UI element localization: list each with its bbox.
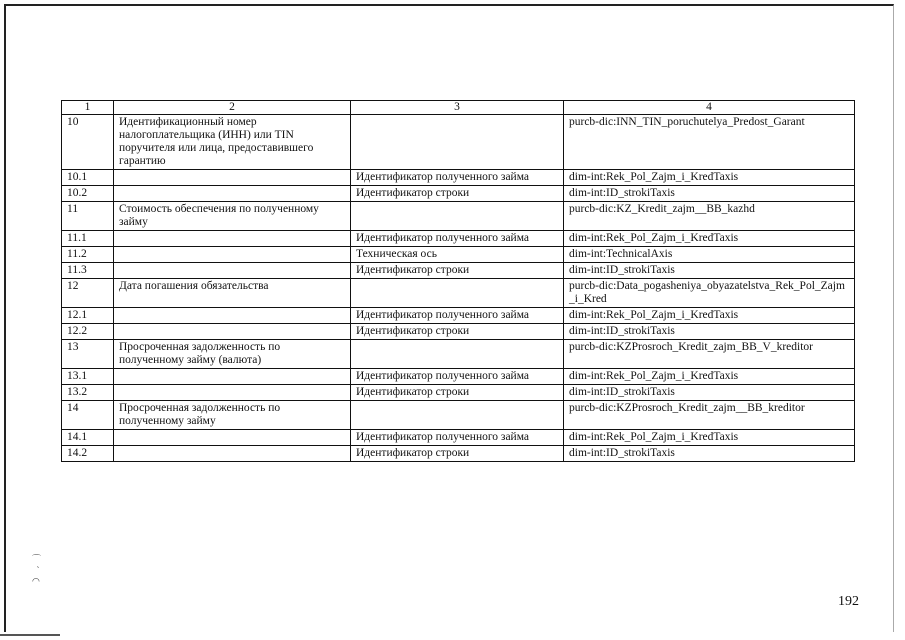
axis-cell: Идентификатор полученного займа xyxy=(351,430,564,446)
code-cell: dim-int:ID_strokiTaxis xyxy=(564,263,855,279)
table-row xyxy=(62,430,855,446)
axis-cell: Идентификатор полученного займа xyxy=(351,308,564,324)
axis-cell: Идентификатор строки xyxy=(351,186,564,202)
scan-artifacts: ⌒ ˋ ◠ xyxy=(32,554,42,586)
code-cell: dim-int:Rek_Pol_Zajm_i_KredTaxis xyxy=(564,430,855,446)
row-number-cell: 14.2 xyxy=(62,446,114,462)
row-number-cell: 12.1 xyxy=(62,308,114,324)
row-number-cell: 11 xyxy=(62,202,114,231)
axis-cell xyxy=(351,279,564,308)
table-row xyxy=(62,401,855,430)
table-row xyxy=(62,231,855,247)
axis-cell: Идентификатор строки xyxy=(351,324,564,340)
axis-cell: Идентификатор полученного займа xyxy=(351,369,564,385)
row-number-cell: 11.2 xyxy=(62,247,114,263)
axis-cell xyxy=(351,202,564,231)
indicator-name-cell xyxy=(114,308,351,324)
row-number-cell: 14 xyxy=(62,401,114,430)
indicator-name-cell xyxy=(114,385,351,401)
axis-cell: Идентификатор полученного займа xyxy=(351,231,564,247)
axis-cell: Идентификатор строки xyxy=(351,446,564,462)
table-row xyxy=(62,324,855,340)
row-number-cell: 10.2 xyxy=(62,186,114,202)
scan-edge-line xyxy=(0,634,60,636)
indicator-name-cell: Просроченная задолженность по полученному займу (валюта) xyxy=(114,340,351,369)
code-cell: dim-int:ID_strokiTaxis xyxy=(564,446,855,462)
code-cell: dim-int:TechnicalAxis xyxy=(564,247,855,263)
code-cell: purcb-dic:KZProsroch_Kredit_zajm_BB_V_kreditor xyxy=(564,340,855,369)
table-row xyxy=(62,308,855,324)
header-cell: 2 xyxy=(114,101,351,115)
table-row xyxy=(62,279,855,308)
register-table xyxy=(61,100,855,462)
table-row xyxy=(62,263,855,279)
indicator-name-cell: Идентификационный номер налогоплательщика (ИНН) или TIN поручителя или лица, предоставившего гарантию xyxy=(114,115,351,170)
indicator-name-cell: Просроченная задолженность по полученному займу xyxy=(114,401,351,430)
table-row xyxy=(62,385,855,401)
table-row xyxy=(62,369,855,385)
header-cell: 3 xyxy=(351,101,564,115)
table-row xyxy=(62,186,855,202)
code-cell: dim-int:ID_strokiTaxis xyxy=(564,186,855,202)
indicator-name-cell: Дата погашения обязательства xyxy=(114,279,351,308)
header-cell: 1 xyxy=(62,101,114,115)
code-cell: dim-int:ID_strokiTaxis xyxy=(564,385,855,401)
code-cell: purcb-dic:INN_TIN_poruchutelya_Predost_Garant xyxy=(564,115,855,170)
header-cell: 4 xyxy=(564,101,855,115)
indicator-name-cell xyxy=(114,263,351,279)
axis-cell: Идентификатор строки xyxy=(351,385,564,401)
row-number-cell: 10 xyxy=(62,115,114,170)
indicator-name-cell xyxy=(114,186,351,202)
table-header-row xyxy=(62,101,855,115)
code-cell: dim-int:Rek_Pol_Zajm_i_KredTaxis xyxy=(564,170,855,186)
axis-cell xyxy=(351,340,564,369)
indicator-name-cell xyxy=(114,446,351,462)
code-cell: purcb-dic:KZ_Kredit_zajm__BB_kazhd xyxy=(564,202,855,231)
indicator-name-cell xyxy=(114,324,351,340)
row-number-cell: 14.1 xyxy=(62,430,114,446)
code-cell: dim-int:ID_strokiTaxis xyxy=(564,324,855,340)
table-row xyxy=(62,202,855,231)
indicator-name-cell xyxy=(114,430,351,446)
row-number-cell: 12 xyxy=(62,279,114,308)
code-cell: dim-int:Rek_Pol_Zajm_i_KredTaxis xyxy=(564,308,855,324)
row-number-cell: 11.1 xyxy=(62,231,114,247)
row-number-cell: 13.2 xyxy=(62,385,114,401)
table-row xyxy=(62,170,855,186)
table-row xyxy=(62,115,855,170)
axis-cell xyxy=(351,115,564,170)
row-number-cell: 11.3 xyxy=(62,263,114,279)
row-number-cell: 13 xyxy=(62,340,114,369)
indicator-name-cell xyxy=(114,247,351,263)
indicator-name-cell xyxy=(114,170,351,186)
indicator-name-cell xyxy=(114,231,351,247)
table-row xyxy=(62,446,855,462)
axis-cell: Техническая ось xyxy=(351,247,564,263)
page-number: 192 xyxy=(838,594,859,609)
code-cell: purcb-dic:Data_pogasheniya_obyazatelstva_Rek_Pol_Zajm_i_Kred xyxy=(564,279,855,308)
table-row xyxy=(62,247,855,263)
indicator-name-cell xyxy=(114,369,351,385)
row-number-cell: 12.2 xyxy=(62,324,114,340)
table-row xyxy=(62,340,855,369)
indicator-name-cell: Стоимость обеспечения по полученному займу xyxy=(114,202,351,231)
row-number-cell: 10.1 xyxy=(62,170,114,186)
code-cell: purcb-dic:KZProsroch_Kredit_zajm__BB_kreditor xyxy=(564,401,855,430)
row-number-cell: 13.1 xyxy=(62,369,114,385)
code-cell: dim-int:Rek_Pol_Zajm_i_KredTaxis xyxy=(564,231,855,247)
axis-cell: Идентификатор строки xyxy=(351,263,564,279)
code-cell: dim-int:Rek_Pol_Zajm_i_KredTaxis xyxy=(564,369,855,385)
axis-cell xyxy=(351,401,564,430)
axis-cell: Идентификатор полученного займа xyxy=(351,170,564,186)
